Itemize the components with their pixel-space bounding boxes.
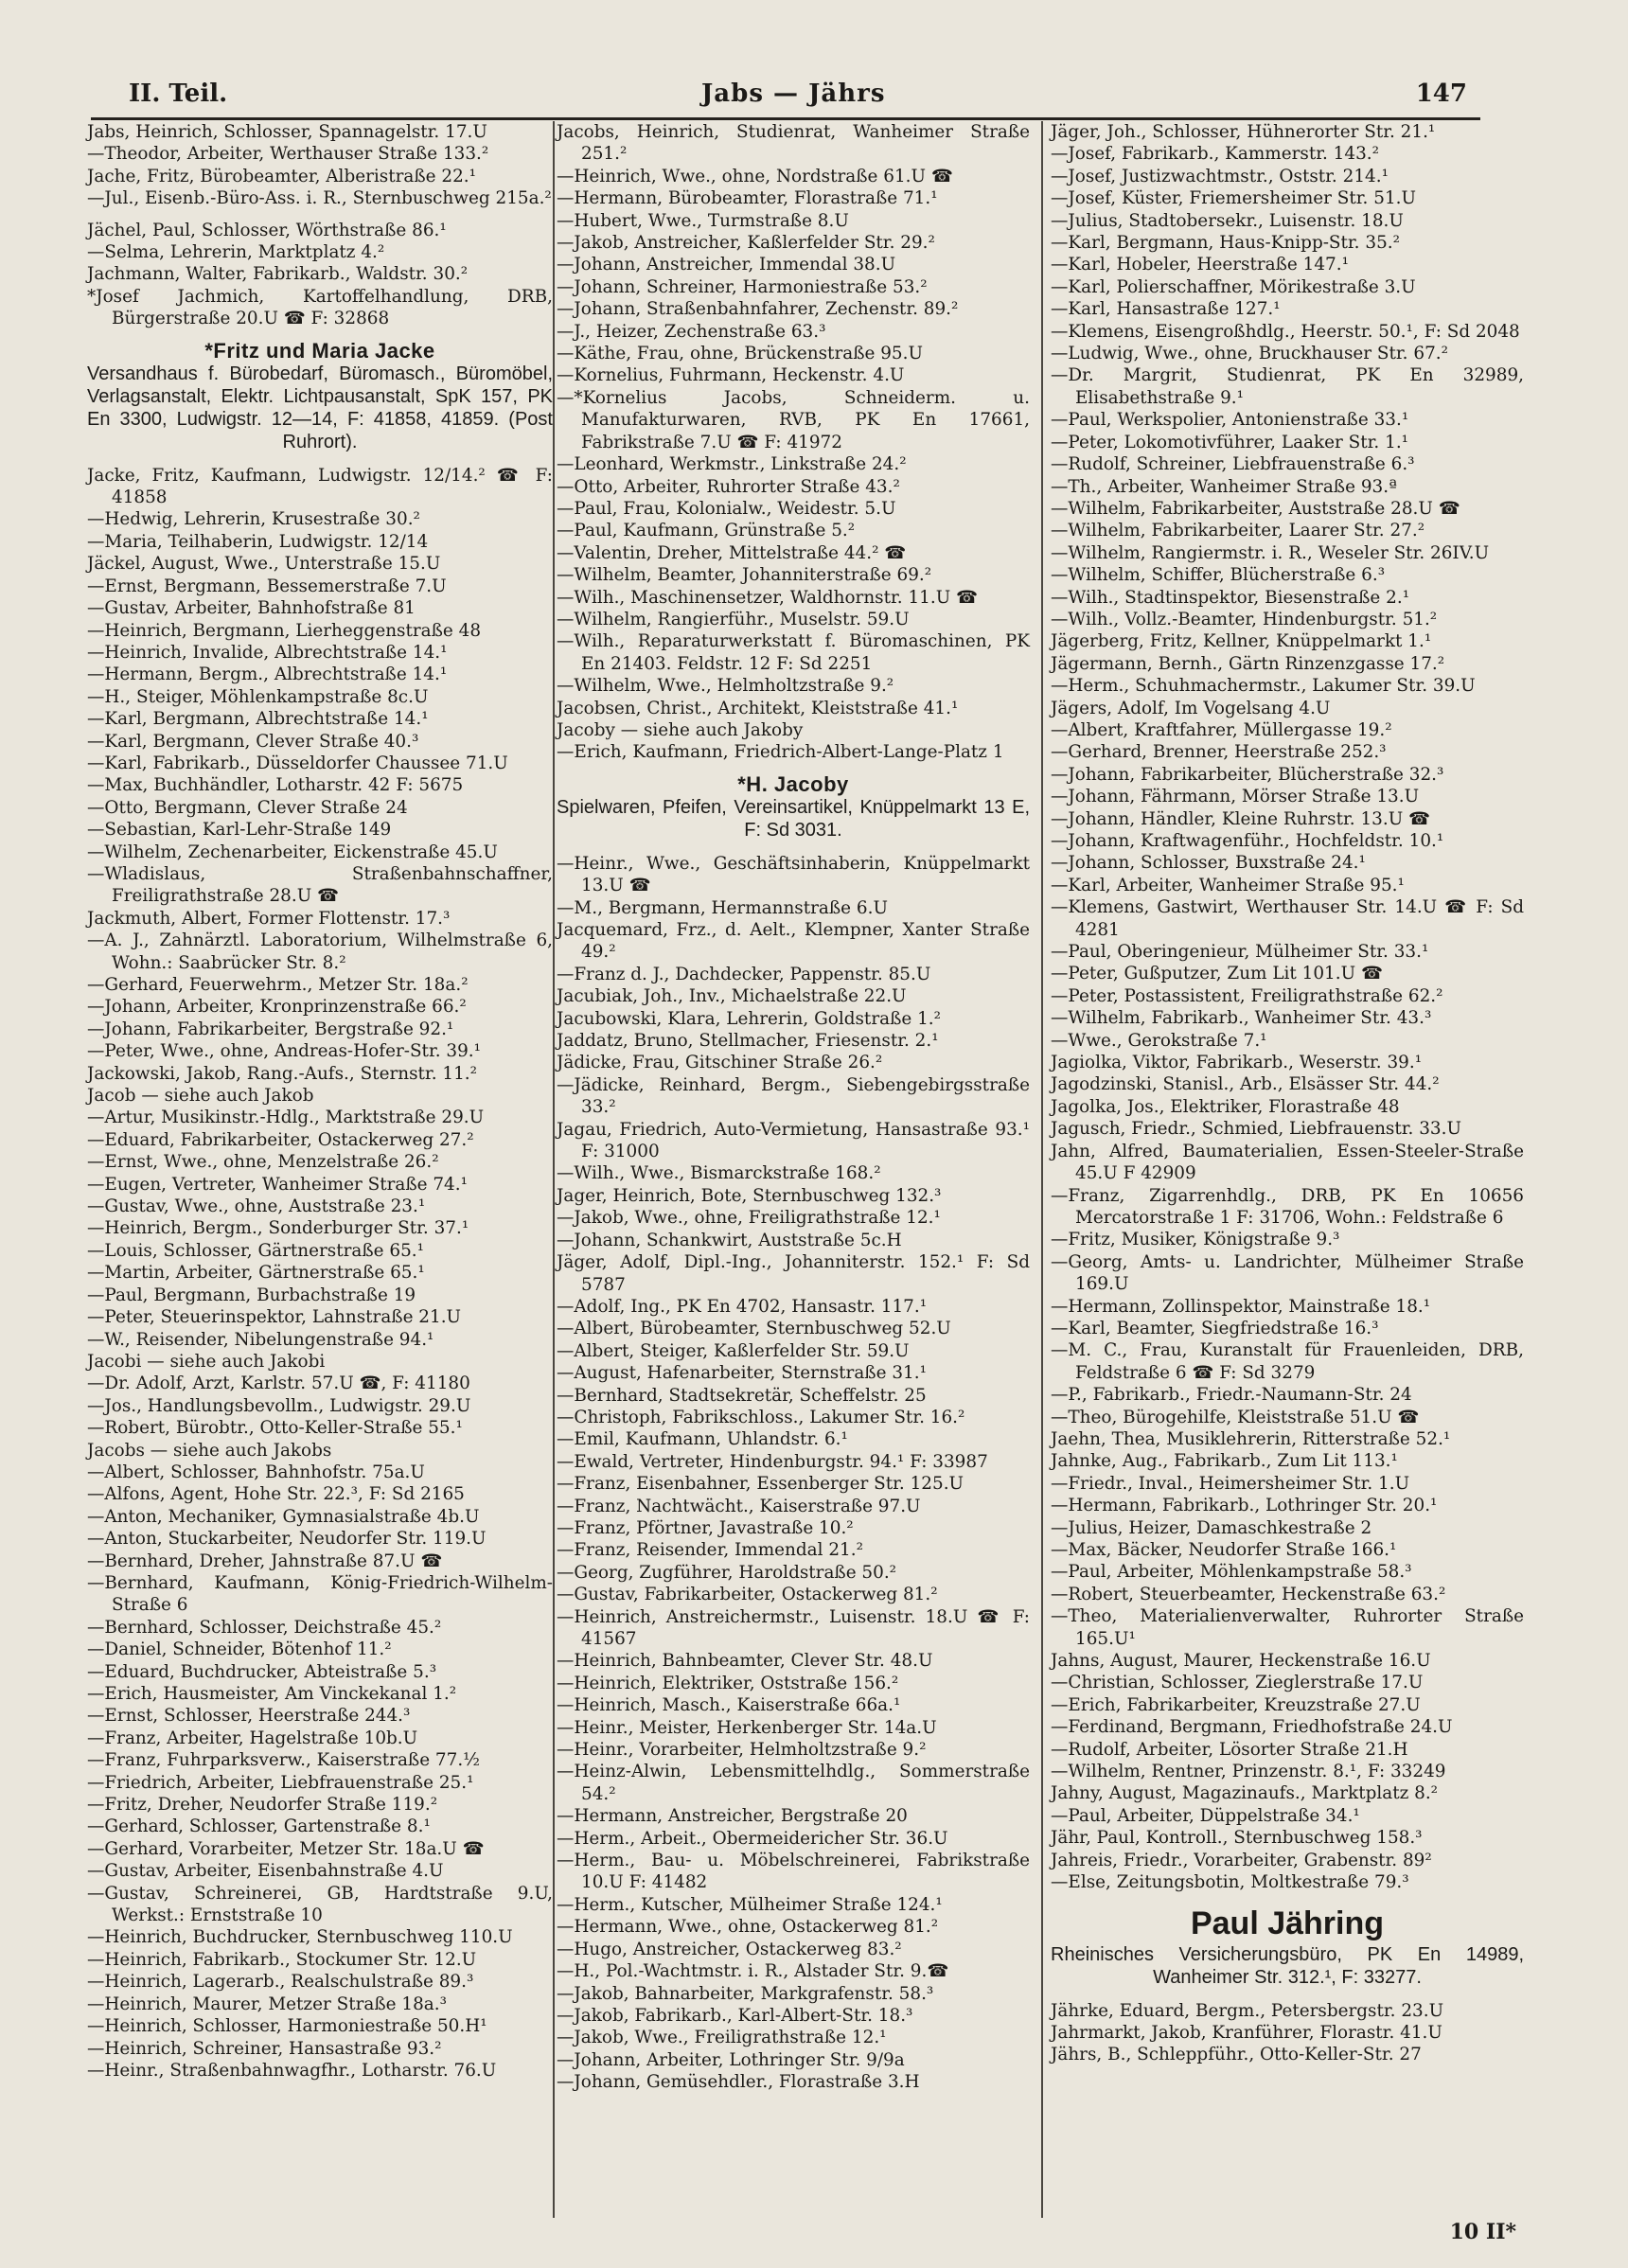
directory-entry: —Adolf, Ing., PK En 4702, Hansastr. 117.¹ bbox=[557, 1296, 928, 1317]
directory-entry: —Wwe., Gerokstraße 7.¹ bbox=[1051, 1030, 1267, 1051]
directory-entry: —Johann, Schlosser, Buxstraße 24.¹ bbox=[1051, 853, 1366, 874]
column-divider bbox=[1041, 121, 1043, 2218]
directory-entry: —Peter, Wwe., ohne, Andreas-Hofer-Str. 39.¹ bbox=[87, 1041, 482, 1062]
directory-entry: Jagolka, Jos., Elektriker, Florastraße 48 bbox=[1051, 1096, 1400, 1117]
directory-entry: *Josef Jachmich, Kartoffelhandlung, DRB, Bürgerstraße 20.U ☎ F: 32868 bbox=[87, 286, 553, 329]
directory-entry: —Johann, Fabrikarbeiter, Bergstraße 92.¹ bbox=[87, 1019, 454, 1039]
directory-entry: —Hermann, Zollinspektor, Mainstraße 18.¹ bbox=[1051, 1296, 1431, 1317]
directory-entry: Jacoby — siehe auch Jakoby bbox=[557, 719, 804, 740]
directory-entry: —Sebastian, Karl-Lehr-Straße 149 bbox=[87, 820, 392, 841]
advertisement bbox=[87, 340, 553, 453]
directory-entry: —Robert, Bürobtr., Otto-Keller-Straße 55.¹ bbox=[87, 1418, 463, 1439]
directory-entry: Jagodzinski, Stanisl., Arb., Elsässer Str. 44.² bbox=[1051, 1074, 1440, 1095]
directory-entry: —Karl, Hobeler, Heerstraße 147.¹ bbox=[1051, 255, 1349, 275]
directory-entry: —Paul, Oberingenieur, Mülheimer Str. 33.¹ bbox=[1051, 942, 1429, 963]
directory-entry: Jacubowski, Klara, Lehrerin, Goldstraße 1.² bbox=[557, 1008, 942, 1029]
column-2 bbox=[557, 121, 1030, 2094]
directory-entry: —Jakob, Anstreicher, Kaßlerfelder Str. 29.² bbox=[557, 233, 935, 254]
directory-entry: —Emil, Kaufmann, Uhlandstr. 6.¹ bbox=[557, 1429, 848, 1450]
directory-entry: —Wilhelm, Beamter, Johanniterstraße 69.² bbox=[557, 565, 932, 586]
directory-entry: —Ernst, Schlosser, Heerstraße 244.³ bbox=[87, 1706, 411, 1727]
directory-entry: Jahny, August, Magazinaufs., Marktplatz 8.² bbox=[1051, 1783, 1439, 1804]
directory-entry: —Paul, Arbeiter, Möhlenkampstraße 58.³ bbox=[1051, 1562, 1412, 1583]
directory-entry: —Otto, Bergmann, Clever Straße 24 bbox=[87, 797, 408, 818]
directory-entry: —Eugen, Vertreter, Wanheimer Straße 74.¹ bbox=[87, 1174, 468, 1195]
directory-entry: —Hugo, Anstreicher, Ostackerweg 83.² bbox=[557, 1939, 902, 1959]
directory-entry: —Jakob, Wwe., ohne, Freiligrathstraße 12.¹ bbox=[557, 1208, 941, 1229]
directory-entry: —M., Bergmann, Hermannstraße 6.U bbox=[557, 897, 888, 918]
directory-entry: —Wladislaus, Straßenbahnschaffner, Freiligrathstraße 28.U ☎ bbox=[87, 863, 553, 907]
directory-entry: —Heinrich, Anstreichermstr., Luisenstr. 18.U ☎ F: 41567 bbox=[557, 1606, 1030, 1649]
directory-entry: —Käthe, Frau, ohne, Brückenstraße 95.U bbox=[557, 344, 923, 364]
advertisement bbox=[557, 773, 1030, 842]
directory-entry: —Josef, Küster, Friemersheimer Str. 51.U bbox=[1051, 188, 1416, 209]
directory-entry: —Johann, Arbeiter, Kronprinzenstraße 66.² bbox=[87, 997, 467, 1018]
directory-entry: Jacke, Fritz, Kaufmann, Ludwigstr. 12/14.² ☎ F: 41858 bbox=[87, 465, 553, 508]
directory-entry: —Leonhard, Werkmstr., Linkstraße 24.² bbox=[557, 454, 907, 475]
directory-entry: Jacubiak, Joh., Inv., Michaelstraße 22.U bbox=[557, 986, 907, 1007]
directory-entry: —Anton, Stuckarbeiter, Neudorfer Str. 119.U bbox=[87, 1529, 487, 1550]
directory-entry: —Franz, Zigarrenhdlg., DRB, PK En 10656 Mercatorstraße 1 F: 31706, Wohn.: Feldstraße 6 bbox=[1051, 1185, 1524, 1228]
directory-entry: —Johann, Anstreicher, Immendal 38.U bbox=[557, 255, 896, 275]
directory-entry: —Eduard, Fabrikarbeiter, Ostackerweg 27.² bbox=[87, 1129, 474, 1150]
directory-entry: —Gerhard, Vorarbeiter, Metzer Str. 18a.U ☎ bbox=[87, 1838, 485, 1859]
directory-entry: —Gustav, Wwe., ohne, Auststraße 23.¹ bbox=[87, 1196, 426, 1217]
directory-entry: —Karl, Fabrikarb., Düsseldorfer Chaussee 71.U bbox=[87, 753, 508, 773]
directory-entry: —Wilh., Maschinensetzer, Waldhornstr. 11.U ☎ bbox=[557, 587, 978, 608]
directory-entry: —Heinrich, Wwe., ohne, Nordstraße 61.U ☎ bbox=[557, 166, 953, 186]
directory-entry: Jahrmarkt, Jakob, Kranführer, Florastr. 41.U bbox=[1051, 2022, 1442, 2043]
directory-entry: —Bernhard, Schlosser, Deichstraße 45.² bbox=[87, 1617, 442, 1638]
page-header bbox=[91, 80, 1480, 120]
directory-entry: —Heinrich, Fabrikarb., Stockumer Str. 12.U bbox=[87, 1949, 477, 1970]
directory-entry: —Franz, Nachtwächt., Kaiserstraße 97.U bbox=[557, 1496, 921, 1516]
directory-entry: —Franz, Arbeiter, Hagelstraße 10b.U bbox=[87, 1728, 418, 1748]
directory-entry: —Max, Buchhändler, Lotharstr. 42 F: 5675 bbox=[87, 775, 464, 796]
advertisement-title: *H. Jacoby bbox=[737, 771, 849, 796]
directory-entry: Jache, Fritz, Bürobeamter, Alberistraße 22.¹ bbox=[87, 166, 476, 186]
directory-entry: Jaddatz, Bruno, Stellmacher, Friesenstr. 2.¹ bbox=[557, 1031, 939, 1052]
directory-entry: —Ludwig, Wwe., ohne, Bruckhauser Str. 67.² bbox=[1051, 344, 1448, 364]
directory-entry: —H., Steiger, Möhlenkampstraße 8c.U bbox=[87, 686, 429, 707]
directory-entry: —Friedr., Inval., Heimersheimer Str. 1.U bbox=[1051, 1473, 1410, 1494]
directory-entry: —Peter, Gußputzer, Zum Lit 101.U ☎ bbox=[1051, 964, 1383, 984]
directory-entry: Jacobi — siehe auch Jakobi bbox=[87, 1351, 326, 1372]
directory-entry: —Franz, Pförtner, Javastraße 10.² bbox=[557, 1517, 854, 1538]
directory-entry: —Eduard, Buchdrucker, Abteistraße 5.³ bbox=[87, 1661, 437, 1682]
directory-entry: —Wilhelm, Fabrikarbeiter, Laarer Str. 27.² bbox=[1051, 521, 1425, 541]
advertisement-body: Rheinisches Versicherungsbüro, PK En 14989, Wanheimer Str. 312.¹, F: 33277. bbox=[1051, 1943, 1524, 1988]
directory-entry: —Jädicke, Reinhard, Bergm., Siebengebirgsstraße 33.² bbox=[557, 1074, 1030, 1118]
directory-entry: —Hubert, Wwe., Turmstraße 8.U bbox=[557, 210, 849, 231]
directory-entry: —P., Fabrikarb., Friedr.-Naumann-Str. 24 bbox=[1051, 1385, 1412, 1406]
directory-entry: —Peter, Steuerinspektor, Lahnstraße 21.U bbox=[87, 1307, 462, 1328]
directory-entry: —Karl, Bergmann, Haus-Knipp-Str. 35.² bbox=[1051, 233, 1400, 254]
section-label: II. Teil. bbox=[129, 80, 228, 108]
directory-entry: —Heinrich, Lagerarb., Realschulstraße 89.³ bbox=[87, 1972, 474, 1993]
directory-entry: —Wilhelm, Fabrikarb., Wanheimer Str. 43.³ bbox=[1051, 1008, 1432, 1029]
directory-entry: —Wilhelm, Wwe., Helmholtzstraße 9.² bbox=[557, 676, 894, 697]
directory-entry: —Klemens, Eisengroßhdlg., Heerstr. 50.¹, F: Sd 2048 bbox=[1051, 321, 1520, 342]
directory-entry: —Albert, Schlosser, Bahnhofstr. 75a.U bbox=[87, 1462, 425, 1482]
directory-entry: —Bernhard, Kaufmann, König-Friedrich-Wilhelm-Straße 6 bbox=[87, 1572, 553, 1616]
directory-entry: Jährke, Eduard, Bergm., Petersbergstr. 23.U bbox=[1051, 2000, 1444, 2021]
directory-entry: Jacquemard, Frz., d. Aelt., Klempner, Xanter Straße 49.² bbox=[557, 920, 1030, 963]
directory-entry: Jädicke, Frau, Gitschiner Straße 26.² bbox=[557, 1053, 883, 1073]
directory-entry: —Ferdinand, Bergmann, Friedhofstraße 24.U bbox=[1051, 1717, 1453, 1738]
directory-entry: —Hermann, Wwe., ohne, Ostackerweg 81.² bbox=[557, 1917, 939, 1938]
directory-entry: —Jos., Handlungsbevollm., Ludwigstr. 29.U bbox=[87, 1395, 471, 1416]
page-number: 147 bbox=[1415, 80, 1467, 108]
advertisement-body: Spielwaren, Pfeifen, Vereinsartikel, Knüppelmarkt 13 E, F: Sd 3031. bbox=[557, 796, 1030, 841]
directory-entry: Jäckel, August, Wwe., Unterstraße 15.U bbox=[87, 554, 441, 575]
directory-entry: —Herm., Kutscher, Mülheimer Straße 124.¹ bbox=[557, 1894, 943, 1915]
directory-entry: —Rudolf, Arbeiter, Lösorter Straße 21.H bbox=[1051, 1739, 1408, 1760]
column-divider bbox=[553, 121, 555, 2218]
directory-entry: —Max, Bäcker, Neudorfer Straße 166.¹ bbox=[1051, 1540, 1397, 1560]
directory-entry: —Jakob, Bahnarbeiter, Markgrafenstr. 58.³ bbox=[557, 1983, 934, 2004]
directory-entry: —Artur, Musikinstr.-Hdlg., Marktstraße 29.U bbox=[87, 1107, 485, 1128]
directory-entry: —Bernhard, Dreher, Jahnstraße 87.U ☎ bbox=[87, 1550, 443, 1571]
directory-entry: —Bernhard, Stadtsekretär, Scheffelstr. 25 bbox=[557, 1385, 927, 1406]
directory-entry: —Johann, Fabrikarbeiter, Blücherstraße 32.³ bbox=[1051, 764, 1444, 785]
directory-entry: —Theodor, Arbeiter, Werthauser Straße 133.² bbox=[87, 144, 489, 165]
directory-entry: Jacob — siehe auch Jakob bbox=[87, 1086, 314, 1107]
directory-entry: Jacobs — siehe auch Jakobs bbox=[87, 1440, 332, 1461]
directory-entry: —Peter, Lokomotivführer, Laaker Str. 1.¹ bbox=[1051, 432, 1409, 452]
advertisement-body: Versandhaus f. Bürobedarf, Büromasch., Büromöbel, Verlagsanstalt, Elektr. Lichtpausanstalt, SpK 157, PK En 3300, Ludwigstr. 12—14, F: 41858, 41859. (Post Ruhrort). bbox=[87, 363, 553, 452]
directory-entry: —Maria, Teilhaberin, Ludwigstr. 12/14 bbox=[87, 531, 429, 552]
directory-entry: —Karl, Hansastraße 127.¹ bbox=[1051, 299, 1281, 320]
directory-entry: Jaehn, Thea, Musiklehrerin, Ritterstraße 52.¹ bbox=[1051, 1428, 1451, 1449]
directory-entry: —Paul, Bergmann, Burbachstraße 19 bbox=[87, 1285, 416, 1305]
directory-entry: —J., Heizer, Zechenstraße 63.³ bbox=[557, 321, 826, 342]
directory-entry: —Wilhelm, Zechenarbeiter, Eickenstraße 45.U bbox=[87, 842, 498, 862]
directory-entry: —Herm., Arbeit., Obermeidericher Str. 36.U bbox=[557, 1828, 948, 1849]
directory-entry: —Robert, Steuerbeamter, Heckenstraße 63.² bbox=[1051, 1584, 1446, 1604]
directory-entry: —Dr. Adolf, Arzt, Karlstr. 57.U ☎, F: 41180 bbox=[87, 1373, 470, 1394]
directory-entry: Jahreis, Friedr., Vorarbeiter, Grabenstr. 89² bbox=[1051, 1850, 1432, 1870]
directory-entry: —Paul, Arbeiter, Düppelstraße 34.¹ bbox=[1051, 1805, 1360, 1826]
directory-entry: —Th., Arbeiter, Wanheimer Straße 93.ª bbox=[1051, 476, 1397, 497]
directory-entry: —Karl, Arbeiter, Wanheimer Straße 95.¹ bbox=[1051, 875, 1405, 895]
directory-entry: Jabs, Heinrich, Schlosser, Spannagelstr. 17.U bbox=[87, 122, 487, 142]
directory-entry: —Heinr., Wwe., Geschäftsinhaberin, Knüppelmarkt 13.U ☎ bbox=[557, 853, 1030, 896]
directory-entry: Jächel, Paul, Schlosser, Wörthstraße 86.¹ bbox=[87, 220, 447, 240]
directory-entry: —Johann, Fährmann, Mörser Straße 13.U bbox=[1051, 787, 1420, 807]
directory-entry: —Fritz, Dreher, Neudorfer Straße 119.² bbox=[87, 1795, 438, 1816]
directory-entry: —Dr. Margrit, Studienrat, PK En 32989, Elisabethstraße 9.¹ bbox=[1051, 365, 1524, 408]
directory-entry: —Hermann, Bergm., Albrechtstraße 14.¹ bbox=[87, 664, 448, 685]
directory-entry: —Heinrich, Schlosser, Harmoniestraße 50.H¹ bbox=[87, 2016, 487, 2037]
directory-entry: —Otto, Arbeiter, Ruhrorter Straße 43.² bbox=[557, 476, 900, 497]
directory-entry: —Johann, Straßenbahnfahrer, Zechenstr. 89.² bbox=[557, 299, 959, 320]
directory-entry: —Paul, Frau, Kolonialw., Weidestr. 5.U bbox=[557, 498, 896, 519]
directory-entry: —Gustav, Arbeiter, Bahnhofstraße 81 bbox=[87, 598, 416, 619]
directory-entry: —Heinrich, Bergm., Sonderburger Str. 37.¹ bbox=[87, 1218, 469, 1239]
directory-entry: Jachmann, Walter, Fabrikarb., Waldstr. 30.² bbox=[87, 264, 469, 285]
directory-entry: —Friedrich, Arbeiter, Liebfrauenstraße 25.¹ bbox=[87, 1772, 474, 1793]
column-1 bbox=[87, 121, 553, 2082]
directory-entry: —Valentin, Dreher, Mittelstraße 44.² ☎ bbox=[557, 542, 907, 563]
directory-entry: —Erich, Fabrikarbeiter, Kreuzstraße 27.U bbox=[1051, 1694, 1421, 1715]
advertisement-title: Paul Jähring bbox=[1190, 1905, 1385, 1941]
directory-entry: —Hermann, Bürobeamter, Florastraße 71.¹ bbox=[557, 188, 938, 209]
directory-entry: —Herm., Bau- u. Möbelschreinerei, Fabrikstraße 10.U F: 41482 bbox=[557, 1851, 1030, 1893]
directory-entry: —Jul., Eisenb.-Büro-Ass. i. R., Sternbuschweg 215a.² bbox=[87, 188, 552, 209]
directory-entry: —Kornelius, Fuhrmann, Heckenstr. 4.U bbox=[557, 365, 905, 386]
directory-entry: —Julius, Heizer, Damaschkestraße 2 bbox=[1051, 1517, 1372, 1538]
directory-entry: —Wilhelm, Schiffer, Blücherstraße 6.³ bbox=[1051, 565, 1386, 586]
directory-entry: —Heinrich, Bergmann, Lierheggenstraße 48 bbox=[87, 620, 482, 641]
directory-entry: —W., Reisender, Nibelungenstraße 94.¹ bbox=[87, 1329, 434, 1350]
directory-entry: —August, Hafenarbeiter, Sternstraße 31.¹ bbox=[557, 1363, 927, 1384]
directory-entry: —Heinrich, Bahnbeamter, Clever Str. 48.U bbox=[557, 1651, 933, 1672]
directory-entry: —Karl, Bergmann, Albrechtstraße 14.¹ bbox=[87, 709, 429, 730]
directory-entry: —Heinrich, Masch., Kaiserstraße 66a.¹ bbox=[557, 1695, 901, 1716]
directory-entry: —Hedwig, Lehrerin, Krusestraße 30.² bbox=[87, 509, 420, 530]
directory-entry: Jagiolka, Viktor, Fabrikarb., Weserstr. 39.¹ bbox=[1051, 1053, 1423, 1073]
directory-entry: —Wilh., Wwe., Bismarckstraße 168.² bbox=[557, 1163, 881, 1184]
directory-entry: —Ewald, Vertreter, Hindenburgstr. 94.¹ F: 33987 bbox=[557, 1451, 988, 1472]
directory-entry: —Louis, Schlosser, Gärtnerstraße 65.¹ bbox=[87, 1240, 425, 1261]
directory-entry: —*Kornelius Jacobs, Schneiderm. u. Manufakturwaren, RVB, PK En 17661, Fabrikstraße 7.U ☎ F: 41972 bbox=[557, 387, 1030, 452]
directory-entry: —Georg, Amts- u. Landrichter, Mülheimer Straße 169.U bbox=[1051, 1251, 1524, 1295]
directory-entry: —Herm., Schuhmachermstr., Lakumer Str. 39.U bbox=[1051, 676, 1476, 697]
directory-entry: Jager, Heinrich, Bote, Sternbuschweg 132.³ bbox=[557, 1185, 942, 1206]
directory-entry: —Paul, Werkspolier, Antonienstraße 33.¹ bbox=[1051, 410, 1409, 431]
directory-entry: —Fritz, Musiker, Königstraße 9.³ bbox=[1051, 1230, 1340, 1250]
directory-entry: Jäger, Joh., Schlosser, Hühnerorter Str. 21.¹ bbox=[1051, 122, 1436, 142]
advertisement-title: *Fritz und Maria Jacke bbox=[204, 338, 435, 363]
directory-entry: —Jakob, Wwe., Freiligrathstraße 12.¹ bbox=[557, 2028, 887, 2048]
directory-entry: —M. C., Frau, Kuranstalt für Frauenleiden, DRB, Feldstraße 6 ☎ F: Sd 3279 bbox=[1051, 1340, 1524, 1383]
directory-entry: —Wilhelm, Rangiermstr. i. R., Weseler Str. 26IV.U bbox=[1051, 542, 1490, 563]
directory-entry: —Albert, Bürobeamter, Sternbuschweg 52.U bbox=[557, 1319, 951, 1339]
directory-entry: Jacobsen, Christ., Architekt, Kleiststraße 41.¹ bbox=[557, 698, 959, 718]
directory-entry: —Karl, Polierschaffner, Mörikestraße 3.U bbox=[1051, 276, 1416, 297]
directory-entry: —Wilhelm, Rangierführ., Muselstr. 59.U bbox=[557, 609, 910, 629]
directory-entry: —Johann, Schreiner, Harmoniestraße 53.² bbox=[557, 276, 928, 297]
directory-entry: —Gerhard, Schlosser, Gartenstraße 8.¹ bbox=[87, 1816, 431, 1837]
directory-entry: —Anton, Mechaniker, Gymnasialstraße 4b.U bbox=[87, 1506, 480, 1527]
directory-entry: —Johann, Händler, Kleine Ruhrstr. 13.U ☎ bbox=[1051, 808, 1430, 829]
directory-entry: —Peter, Postassistent, Freiligrathstraße 62.² bbox=[1051, 985, 1443, 1006]
directory-entry: —Erich, Hausmeister, Am Vinckekanal 1.² bbox=[87, 1684, 457, 1704]
directory-entry: —Karl, Bergmann, Clever Straße 40.³ bbox=[87, 731, 419, 752]
directory-entry: Jacobs, Heinrich, Studienrat, Wanheimer Straße 251.² bbox=[557, 122, 1030, 165]
directory-entry: —Alfons, Agent, Hohe Str. 22.³, F: Sd 2165 bbox=[87, 1484, 465, 1505]
directory-entry: —Heinrich, Invalide, Albrechtstraße 14.¹ bbox=[87, 642, 448, 663]
directory-entry: —Gustav, Schreinerei, GB, Hardtstraße 9.U, Werkst.: Ernststraße 10 bbox=[87, 1883, 553, 1926]
directory-entry: Jackmuth, Albert, Former Flottenstr. 17.³ bbox=[87, 908, 451, 929]
directory-entry: Jagau, Friedrich, Auto-Vermietung, Hansastraße 93.¹ F: 31000 bbox=[557, 1119, 1030, 1162]
advertisement bbox=[1051, 1904, 1524, 1989]
directory-entry: —Heinrich, Schreiner, Hansastraße 93.² bbox=[87, 2038, 442, 2059]
directory-entry: Jägerberg, Fritz, Kellner, Knüppelmarkt 1.¹ bbox=[1051, 631, 1432, 652]
directory-entry: —Johann, Kraftwagenführ., Hochfeldstr. 10.¹ bbox=[1051, 831, 1444, 851]
directory-entry: —Albert, Kraftfahrer, Müllergasse 19.² bbox=[1051, 719, 1392, 740]
directory-entry: —Heinr., Meister, Herkenberger Str. 14a.U bbox=[557, 1717, 937, 1738]
directory-entry: —Johann, Schankwirt, Auststraße 5c.H bbox=[557, 1230, 902, 1250]
directory-entry: —Heinrich, Maurer, Metzer Straße 18a.³ bbox=[87, 1993, 447, 2014]
directory-entry: Jahnke, Aug., Fabrikarb., Zum Lit 113.¹ bbox=[1051, 1451, 1398, 1472]
directory-entry: —Gustav, Arbeiter, Eisenbahnstraße 4.U bbox=[87, 1861, 444, 1882]
directory-entry: Jagusch, Friedr., Schmied, Liebfrauenstr. 33.U bbox=[1051, 1119, 1461, 1140]
directory-entry: —Wilh., Reparaturwerkstatt f. Büromaschinen, PK En 21403. Feldstr. 12 F: Sd 2251 bbox=[557, 631, 1030, 674]
directory-entry: —Wilh., Stadtinspektor, Biesenstraße 2.¹ bbox=[1051, 587, 1410, 608]
directory-entry: —Erich, Kaufmann, Friedrich-Albert-Lange-Platz 1 bbox=[557, 742, 1004, 763]
directory-entry: —Else, Zeitungsbotin, Moltkestraße 79.³ bbox=[1051, 1872, 1409, 1893]
directory-entry: —Hermann, Anstreicher, Bergstraße 20 bbox=[557, 1806, 908, 1827]
directory-entry: —Heinz-Alwin, Lebensmittelhdlg., Sommerstraße 54.² bbox=[557, 1762, 1030, 1804]
directory-entry: —Ernst, Bergmann, Bessemerstraße 7.U bbox=[87, 576, 447, 596]
directory-entry: —Christoph, Fabrikschloss., Lakumer Str. 16.² bbox=[557, 1407, 965, 1427]
directory-entry: Jährs, B., Schleppführ., Otto-Keller-Str. 27 bbox=[1051, 2045, 1422, 2065]
directory-entry: Jähr, Paul, Kontroll., Sternbuschweg 158.³ bbox=[1051, 1828, 1423, 1849]
directory-entry: —Franz d. J., Dachdecker, Pappenstr. 85.U bbox=[557, 964, 931, 984]
directory-entry: —Theo, Bürogehilfe, Kleiststraße 51.U ☎ bbox=[1051, 1407, 1420, 1427]
directory-entry: —Gustav, Fabrikarbeiter, Ostackerweg 81.² bbox=[557, 1585, 938, 1605]
directory-entry: —Christian, Schlosser, Zieglerstraße 17.U bbox=[1051, 1673, 1424, 1693]
directory-entry: —Albert, Steiger, Kaßlerfelder Str. 59.U bbox=[557, 1340, 910, 1361]
directory-entry: —Wilhelm, Rentner, Prinzenstr. 8.¹, F: 33249 bbox=[1051, 1762, 1446, 1782]
directory-entry: —Heinr., Straßenbahnwagfhr., Lotharstr. 76.U bbox=[87, 2060, 497, 2081]
directory-entry: —Martin, Arbeiter, Gärtnerstraße 65.¹ bbox=[87, 1263, 425, 1284]
column-3 bbox=[1051, 121, 1524, 2066]
directory-entry: —Julius, Stadtobersekr., Luisenstr. 18.U bbox=[1051, 210, 1404, 231]
directory-entry: Jäger, Adolf, Dipl.-Ing., Johanniterstr. 152.¹ F: Sd 5787 bbox=[557, 1252, 1030, 1295]
directory-entry: Jägermann, Bernh., Gärtn Rinzenzgasse 17.² bbox=[1051, 653, 1445, 674]
directory-entry: —Theo, Materialienverwalter, Ruhrorter Straße 165.U¹ bbox=[1051, 1606, 1524, 1649]
directory-entry: —Gerhard, Feuerwehrm., Metzer Str. 18a.² bbox=[87, 975, 469, 995]
directory-entry: —Rudolf, Schreiner, Liebfrauenstraße 6.³ bbox=[1051, 454, 1415, 475]
directory-entry: —Heinr., Vorarbeiter, Helmholtzstraße 9.² bbox=[557, 1740, 927, 1761]
directory-entry: —Wilhelm, Fabrikarbeiter, Auststraße 28.U ☎ bbox=[1051, 498, 1460, 519]
directory-entry: —Klemens, Gastwirt, Werthauser Str. 14.U ☎ F: Sd 4281 bbox=[1051, 897, 1524, 940]
directory-entry: —Jakob, Fabrikarb., Karl-Albert-Str. 18.³ bbox=[557, 2005, 913, 2026]
directory-entry: Jahn, Alfred, Baumaterialien, Essen-Steeler-Straße 45.U F 42909 bbox=[1051, 1141, 1524, 1184]
directory-entry: —Karl, Beamter, Siegfriedstraße 16.³ bbox=[1051, 1318, 1379, 1338]
directory-entry: —Hermann, Fabrikarb., Lothringer Str. 20.¹ bbox=[1051, 1496, 1438, 1516]
directory-entry: —Ernst, Wwe., ohne, Menzelstraße 26.² bbox=[87, 1152, 439, 1173]
running-title: Jabs — Jährs bbox=[701, 80, 886, 108]
directory-entry: Jägers, Adolf, Im Vogelsang 4.U bbox=[1051, 698, 1331, 718]
directory-entry: —Daniel, Schneider, Bötenhof 11.² bbox=[87, 1639, 392, 1660]
directory-entry: —Johann, Arbeiter, Lothringer Str. 9/9a bbox=[557, 2049, 905, 2070]
directory-entry: —Josef, Fabrikarb., Kammerstr. 143.² bbox=[1051, 144, 1379, 165]
signature-mark: 10 II* bbox=[1449, 2220, 1516, 2244]
directory-entry: Jackowski, Jakob, Rang.-Aufs., Sternstr. 11.² bbox=[87, 1063, 478, 1084]
directory-entry: —Wilh., Vollz.-Beamter, Hindenburgstr. 51.² bbox=[1051, 609, 1438, 629]
directory-entry: —Franz, Eisenbahner, Essenberger Str. 125.U bbox=[557, 1474, 964, 1495]
directory-entry: —Gerhard, Brenner, Heerstraße 252.³ bbox=[1051, 742, 1387, 763]
directory-entry: Jahns, August, Maurer, Heckenstraße 16.U bbox=[1051, 1651, 1431, 1672]
directory-entry: —H., Pol.-Wachtmstr. i. R., Alstader Str. 9.☎ bbox=[557, 1961, 949, 1982]
directory-entry: —A. J., Zahnärztl. Laboratorium, Wilhelmstraße 6, Wohn.: Saabrücker Str. 8.² bbox=[87, 930, 553, 973]
directory-entry: —Georg, Zugführer, Haroldstraße 50.² bbox=[557, 1562, 897, 1583]
directory-entry: —Josef, Justizwachtmstr., Oststr. 214.¹ bbox=[1051, 166, 1389, 186]
directory-entry: —Paul, Kaufmann, Grünstraße 5.² bbox=[557, 521, 856, 541]
directory-entry: —Selma, Lehrerin, Marktplatz 4.² bbox=[87, 242, 385, 263]
directory-entry: —Franz, Reisender, Immendal 21.² bbox=[557, 1540, 863, 1561]
directory-entry: —Franz, Fuhrparksverw., Kaiserstraße 77.½ bbox=[87, 1750, 481, 1771]
directory-entry: —Heinrich, Buchdrucker, Sternbuschweg 110.U bbox=[87, 1927, 513, 1948]
directory-entry: —Johann, Gemüsehdler., Florastraße 3.H bbox=[557, 2072, 920, 2093]
directory-entry: —Heinrich, Elektriker, Oststraße 156.² bbox=[557, 1673, 899, 1693]
